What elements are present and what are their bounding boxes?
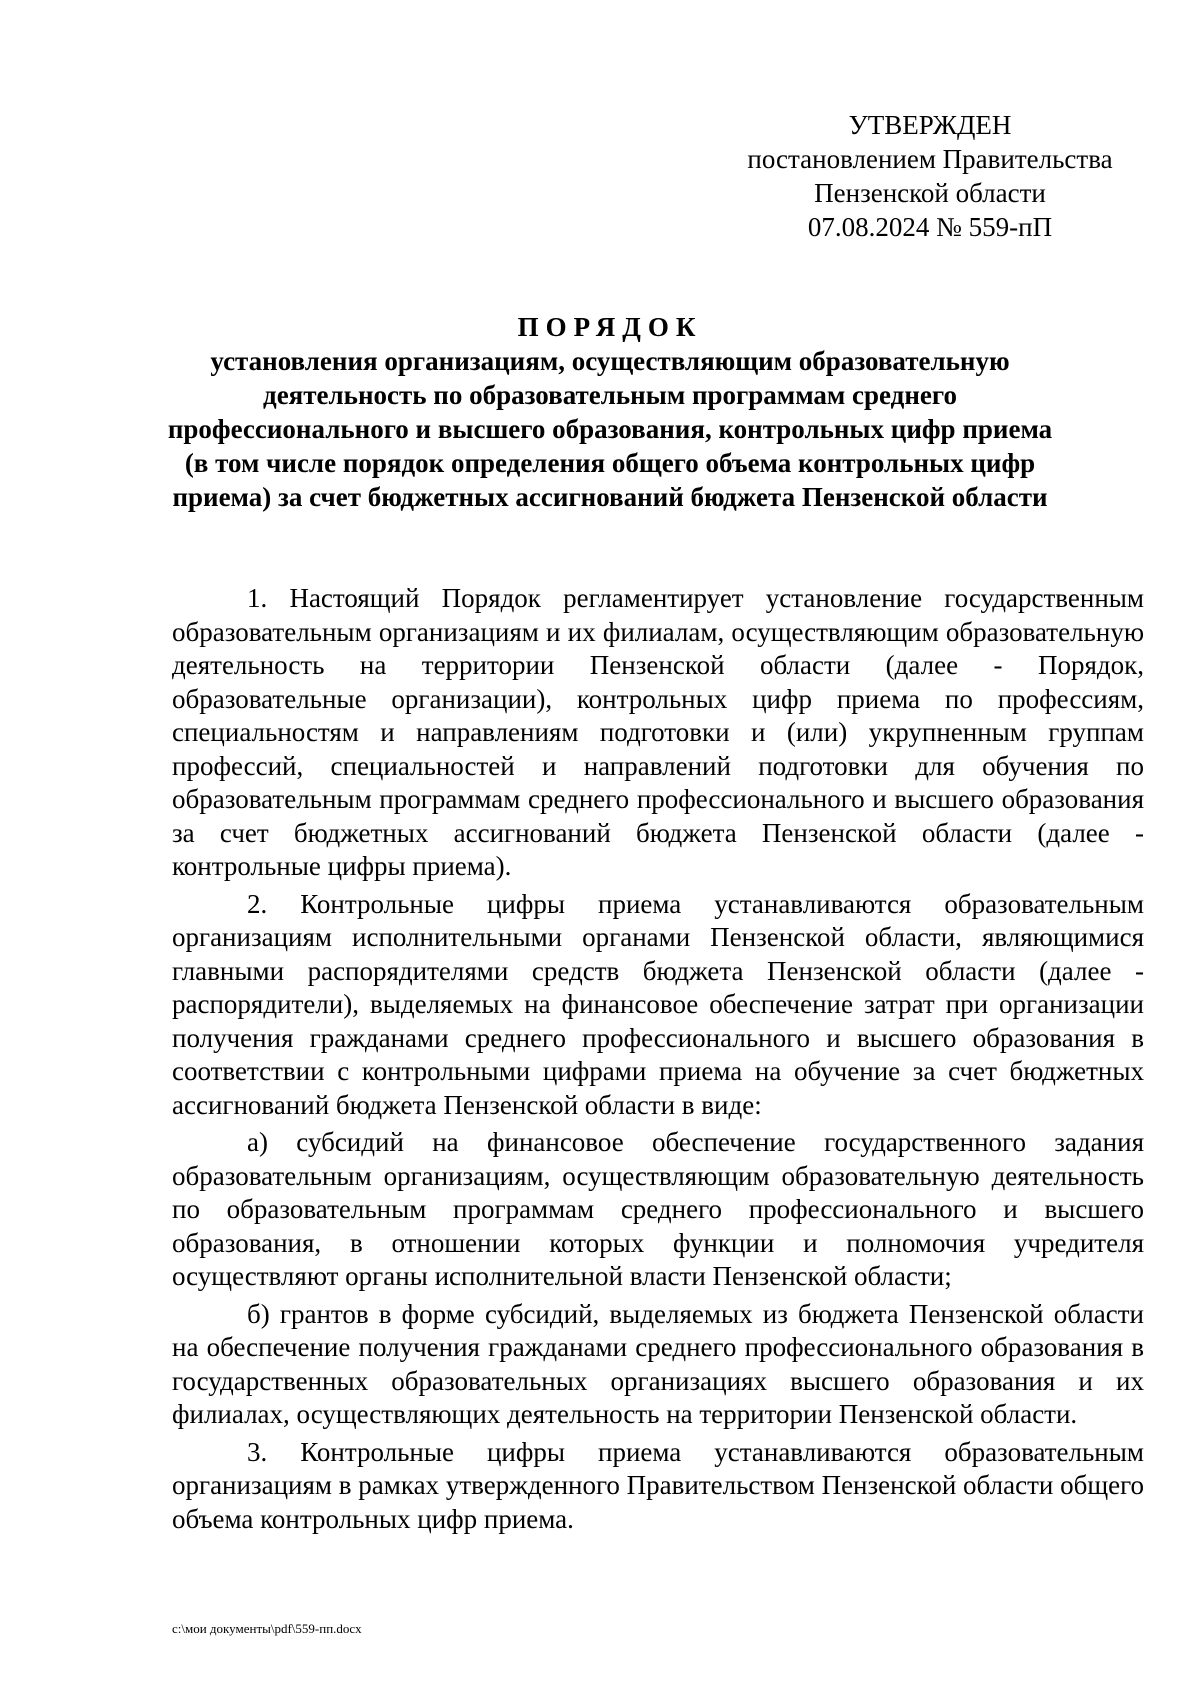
paragraph-2a: а) субсидий на финансовое обеспечение государственного задания образовательным организациям, осуществляющим образовательную деятельность по образовательным программам среднего профессионального и высшего образования, в отношении которых функции и полномочия учредителя осуществляют органы исполнительной власти Пензенской области; <box>172 1127 1144 1291</box>
title-line: деятельность по образовательным программам среднего <box>263 380 957 410</box>
approval-authority: постановлением Правительства <box>747 144 1113 174</box>
paragraph-2: 2. Контрольные цифры приема устанавливаются образовательным организациям исполнительными органами Пензенской области, являющимися главными распорядителями средств бюджета Пензенской области (далее - распорядители), выделяемых на финансовое обеспечение затрат при организации получения гражданами среднего профессионального и высшего образования в соответствии с контрольными цифрами приема на обучение за счет бюджетных ассигнований бюджета Пензенской области в виде: <box>172 888 1144 1120</box>
approval-region: Пензенской области <box>814 178 1046 208</box>
approval-date-number: 07.08.2024 № 559-пП <box>807 212 1053 242</box>
paragraph-3: 3. Контрольные цифры приема устанавливаются образовательным организациям в рамках утвержденного Правительством Пензенской области общего объема контрольных цифр приема. <box>172 1436 1144 1534</box>
title-line: установления организациям, осуществляющим образовательную <box>210 346 1010 376</box>
paragraph-1: 1. Настоящий Порядок регламентирует установление государственным образовательным организациям и их филиалам, осуществляющим образовательную деятельность на территории Пензенской области (далее - Порядок, образовательные организации), контрольных цифр приема по профессиям, специальностям и направлениям подготовки и (или) укрупненным группам профессий, специальностей и направлений подготовки для обучения по образовательным программам среднего профессионального и высшего образования за счет бюджетных ассигнований бюджета Пензенской области (далее - контрольные цифры приема). <box>172 583 1144 881</box>
file-path-footer: c:\мои документы\pdf\559-пп.docx <box>172 1621 362 1636</box>
title-heading: ПОРЯДОК <box>517 312 703 342</box>
title-line: профессионального и высшего образования, контрольных цифр приема <box>167 414 1053 444</box>
paragraph-2b: б) грантов в форме субсидий, выделяемых из бюджета Пензенской области на обеспечение получения гражданами среднего профессионального образования в государственных образовательных организациях высшего образования и их филиалах, осуществляющих деятельность на территории Пензенской области. <box>172 1298 1144 1429</box>
approval-status: УТВЕРЖДЕН <box>848 110 1012 140</box>
document-title <box>150 310 1070 514</box>
title-line: (в том числе порядок определения общего объема контрольных цифр <box>184 448 1036 478</box>
title-line: приема) за счет бюджетных ассигнований бюджета Пензенской области <box>172 482 1048 512</box>
approval-stamp <box>700 108 1160 244</box>
document-body <box>172 582 1144 1540</box>
